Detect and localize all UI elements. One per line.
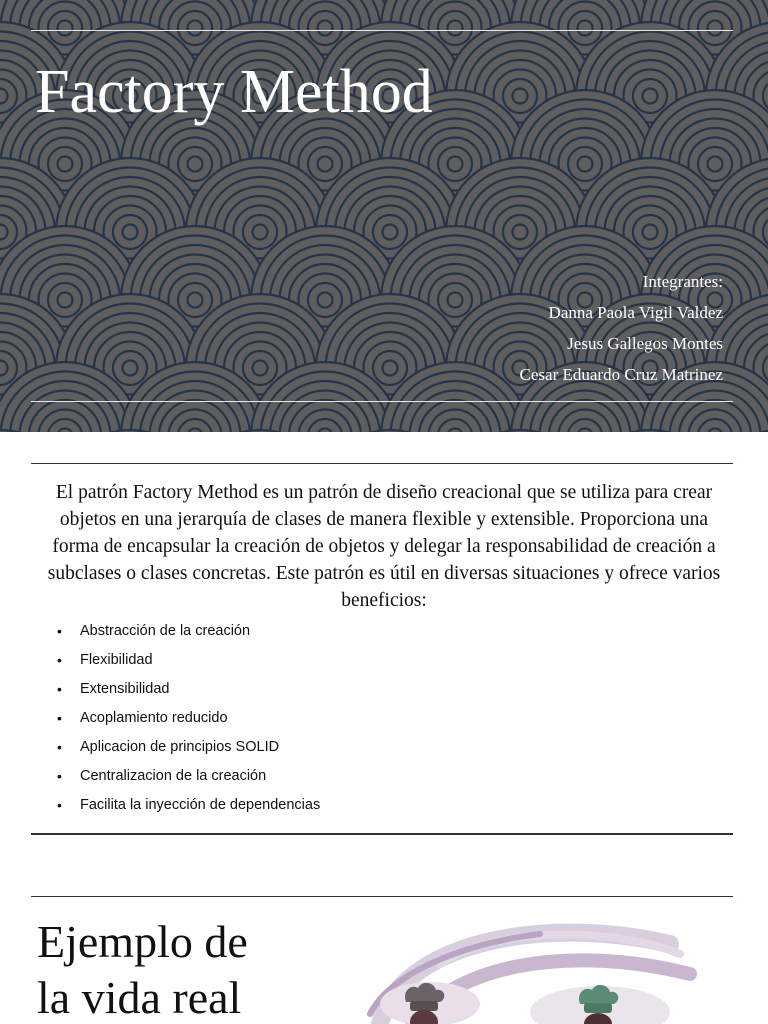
list-item <box>52 704 320 733</box>
bullet-icon: • <box>57 797 62 813</box>
bullet-icon: • <box>57 710 62 726</box>
list-item-label: Abstracción de la creación <box>80 623 251 639</box>
list-item-label: Centralizacion de la creación <box>80 768 267 784</box>
list-item <box>52 617 320 646</box>
list-item <box>52 646 320 675</box>
title-bottom-rule <box>31 401 733 402</box>
example-top-rule <box>31 896 733 897</box>
example-heading <box>37 914 337 1024</box>
title-slide <box>0 0 768 432</box>
bullet-icon: • <box>57 739 62 755</box>
bullet-icon: • <box>57 623 62 639</box>
member-name: Cesar Eduardo Cruz Matrinez <box>519 365 723 384</box>
list-item-label: Flexibilidad <box>80 652 153 668</box>
example-slide <box>0 864 768 1024</box>
bullet-icon: • <box>57 652 62 668</box>
chefs-illustration-icon <box>340 904 740 1024</box>
desc-top-rule <box>31 463 733 464</box>
slide-title: Factory Method <box>35 58 433 126</box>
members-block <box>520 266 723 390</box>
intro-paragraph: El patrón Factory Method es un patrón de diseño creacional que se utiliza para crear objetos en una jerarquía de clases de manera flexible y extensible. Proporciona una forma de encapsular la creación de objetos y delegar la responsabilidad de creación a subclases o clases concretas. Este patrón es útil en diversas situaciones y ofrece varios beneficios: <box>47 482 721 611</box>
bullet-icon: • <box>57 681 62 697</box>
example-heading-line2: la vida real <box>37 972 242 1023</box>
title-top-rule <box>31 30 733 31</box>
list-item <box>52 733 320 762</box>
member-name: Danna Paola Vigil Valdez <box>548 303 723 322</box>
example-heading-line1: Ejemplo de <box>37 916 248 967</box>
list-item-label: Extensibilidad <box>80 681 170 697</box>
list-item-label: Acoplamiento reducido <box>80 710 228 726</box>
list-item <box>52 791 320 820</box>
description-slide <box>0 432 768 864</box>
members-heading: Integrantes: <box>642 272 723 291</box>
member-name: Jesus Gallegos Montes <box>567 334 723 353</box>
benefits-list <box>52 617 320 820</box>
list-item <box>52 762 320 791</box>
bullet-icon: • <box>57 768 62 784</box>
list-item-label: Aplicacion de principios SOLID <box>80 739 280 755</box>
desc-bottom-rule <box>31 833 733 835</box>
list-item-label: Facilita la inyección de dependencias <box>80 797 321 813</box>
list-item <box>52 675 320 704</box>
